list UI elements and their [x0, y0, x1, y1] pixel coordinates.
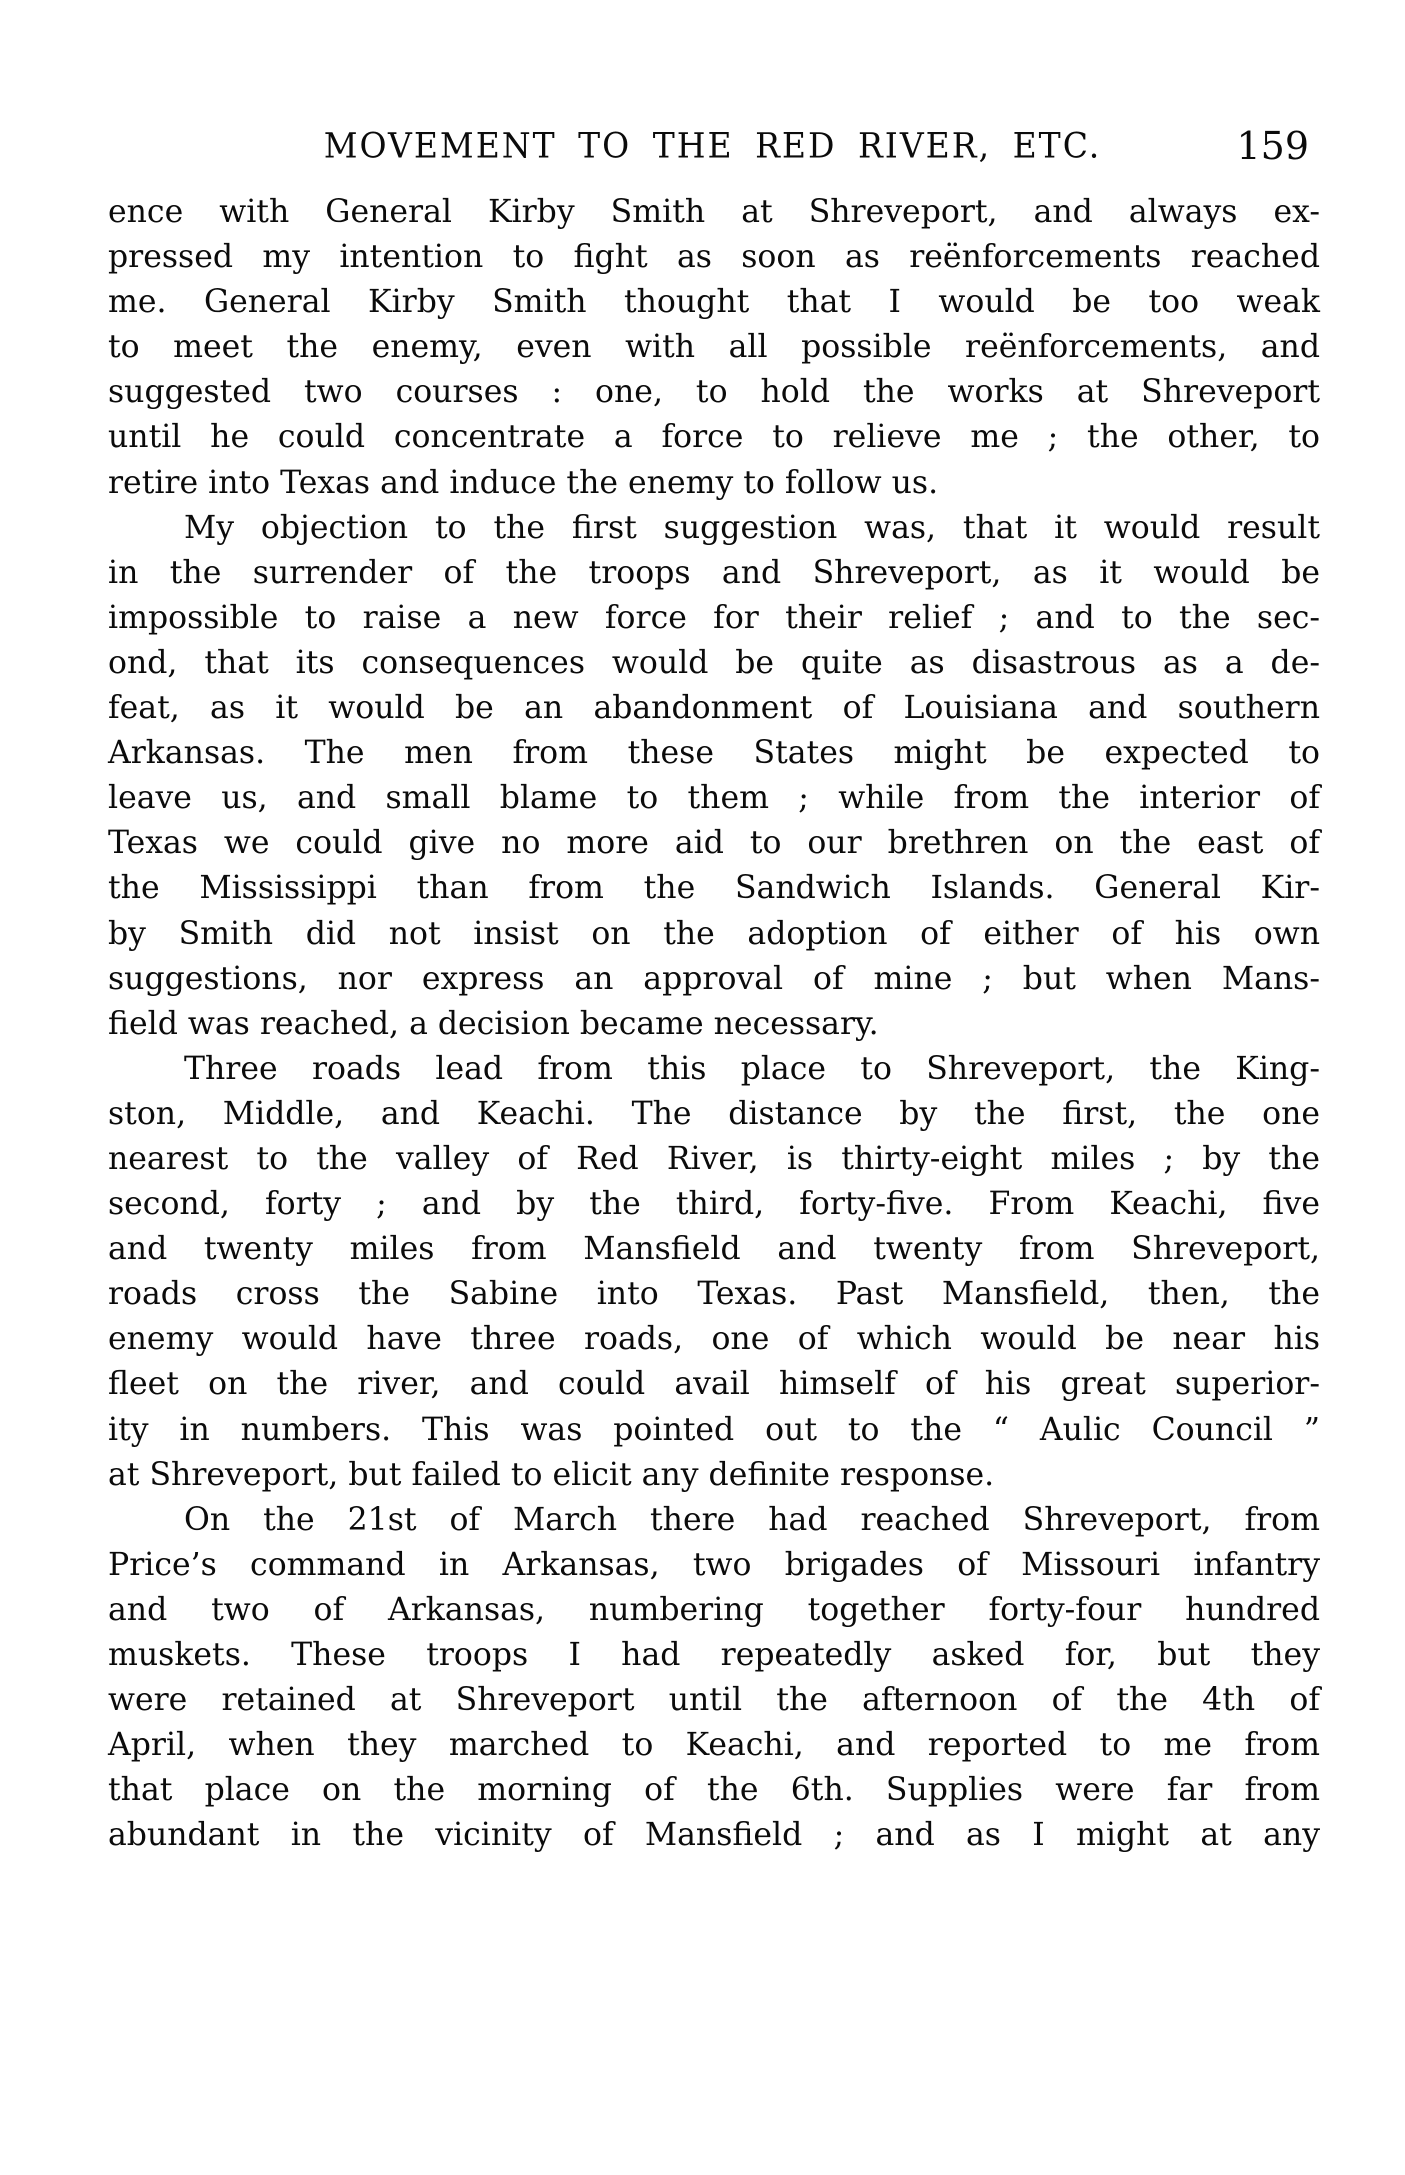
text-line: to meet the enemy, even with all possible reënforcements, and [108, 329, 1320, 366]
text-line: ston, Middle, and Keachi. The distance by the first, the one [108, 1095, 1320, 1132]
text-line: Three roads lead from this place to Shreveport, the King- [184, 1050, 1320, 1087]
text-line: and two of Arkansas, numbering together forty-four hundred [108, 1591, 1320, 1628]
text-line: Texas we could give no more aid to our brethren on the east of [108, 825, 1320, 862]
text-line: second, forty ; and by the third, forty-five. From Keachi, five [108, 1186, 1320, 1223]
text-line: by Smith did not insist on the adoption of either of his own [108, 915, 1320, 952]
text-line: My objection to the first suggestion was, that it would result [184, 509, 1320, 546]
text-line: abundant in the vicinity of Mansfield ; and as I might at any [108, 1817, 1320, 1854]
text-line: in the surrender of the troops and Shreveport, as it would be [108, 554, 1320, 591]
running-title: MOVEMENT TO THE RED RIVER, ETC. [323, 125, 1102, 166]
text-line: feat, as it would be an abandonment of Louisiana and southern [108, 690, 1320, 727]
text-line: that place on the morning of the 6th. Supplies were far from [108, 1772, 1320, 1809]
text-line: at Shreveport, but failed to elicit any definite response. [108, 1456, 995, 1493]
text-line: leave us, and small blame to them ; while from the interior of [108, 780, 1320, 817]
text-line: the Mississippi than from the Sandwich Islands. General Kir- [108, 870, 1320, 907]
text-line: until he could concentrate a force to relieve me ; the other, to [108, 419, 1320, 456]
text-line: enemy would have three roads, one of which would be near his [108, 1321, 1320, 1358]
text-line: impossible to raise a new force for their relief ; and to the sec- [108, 599, 1320, 636]
text-line: Arkansas. The men from these States might be expected to [108, 735, 1320, 772]
text-line: Price’s command in Arkansas, two brigades of Missouri infantry [108, 1546, 1320, 1583]
text-line: On the 21st of March there had reached Shreveport, from [184, 1501, 1320, 1538]
text-line: fleet on the river, and could avail himself of his great superior- [108, 1366, 1320, 1403]
text-line: field was reached, a decision became necessary. [108, 1005, 879, 1042]
text-line: suggestions, nor express an approval of mine ; but when Mans- [108, 960, 1320, 997]
text-line: ond, that its consequences would be quite as disastrous as a de- [108, 644, 1320, 681]
text-line: muskets. These troops I had repeatedly asked for, but they [108, 1637, 1320, 1673]
text-line: retire into Texas and induce the enemy to follow us. [108, 464, 939, 501]
text-line: ence with General Kirby Smith at Shreveport, and always ex- [108, 194, 1320, 230]
text-line: pressed my intention to fight as soon as reënforcements reached [108, 239, 1320, 276]
text-line: April, when they marched to Keachi, and reported to me from [108, 1727, 1320, 1764]
text-line: me. General Kirby Smith thought that I would be too weak [108, 284, 1320, 321]
page-header [108, 126, 1317, 182]
page-number: 159 [1236, 124, 1309, 168]
text-line: suggested two courses : one, to hold the works at Shreveport [108, 374, 1320, 411]
page-body [108, 190, 1320, 1858]
text-line: roads cross the Sabine into Texas. Past Mansfield, then, the [108, 1276, 1320, 1313]
text-line: nearest to the valley of Red River, is thirty-eight miles ; by the [108, 1140, 1320, 1177]
text-line: were retained at Shreveport until the afternoon of the 4th of [108, 1682, 1320, 1719]
text-line: ity in numbers. This was pointed out to the “ Aulic Council ” [108, 1411, 1320, 1448]
text-line: and twenty miles from Mansfield and twenty from Shreveport, [108, 1231, 1320, 1268]
